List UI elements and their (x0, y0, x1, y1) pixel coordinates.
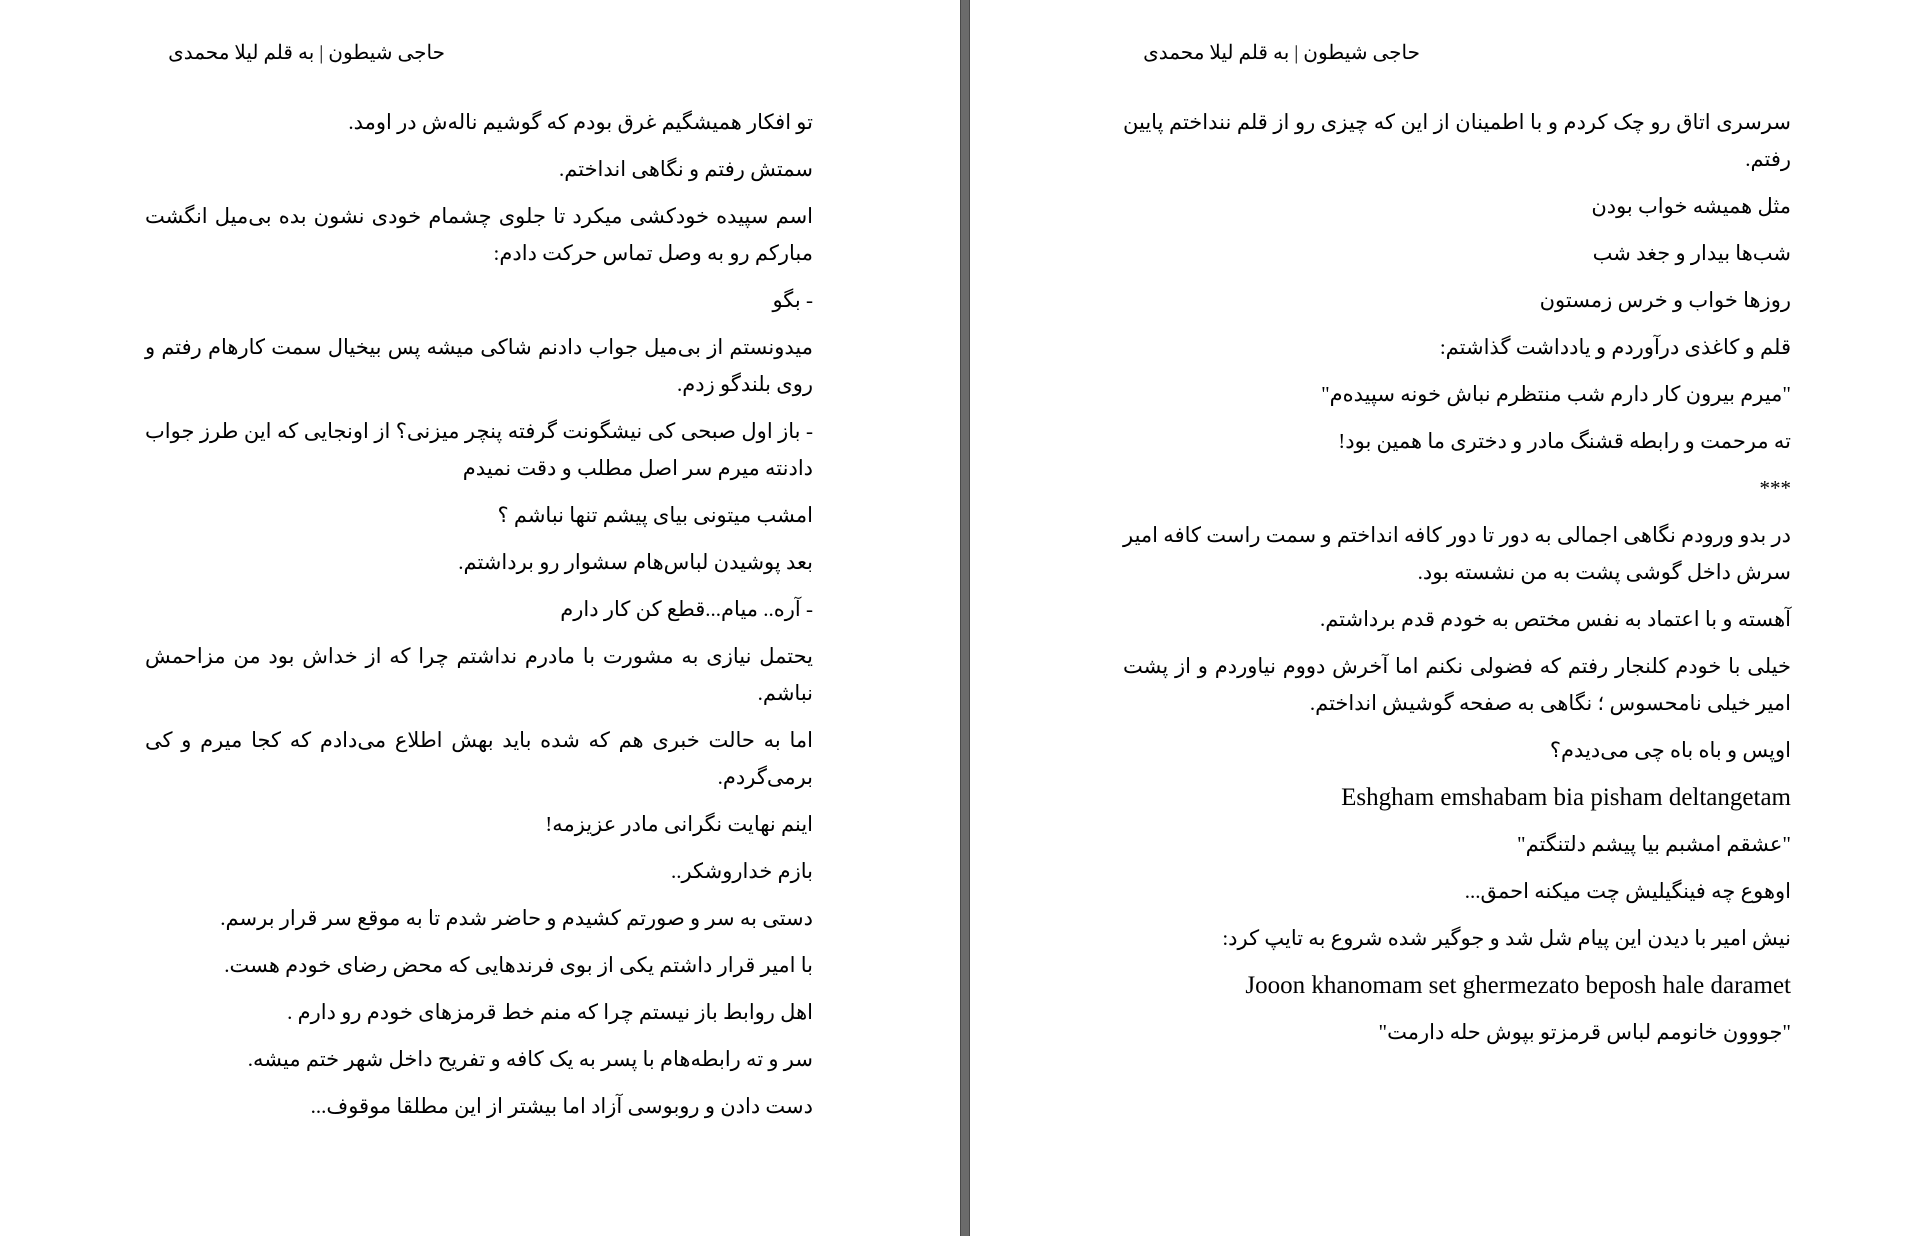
paragraph: اینم نهایت نگرانی مادر عزیزمه! (545, 812, 813, 836)
paragraph: شب‌ها بیدار و جغد شب (1592, 241, 1791, 265)
paragraph: بازم خداروشکر.. (670, 859, 813, 883)
paragraph: دست دادن و روبوسی آزاد اما بیشتر از این مطلقا موقوف... (310, 1094, 813, 1118)
paragraph: - بگو (772, 288, 813, 312)
paragraph: تو افکار همیشگیم غرق بودم که گوشیم نالەش در اومد. (348, 110, 813, 134)
paragraph: بعد پوشیدن لباس‌هام سشوار رو برداشتم. (458, 550, 813, 574)
paragraph: مثل همیشه خواب بودن (1591, 194, 1791, 218)
paragraph: نیش امیر با دیدن این پیام شل شد و جوگیر شده شروع به تایپ کرد: (1222, 926, 1791, 950)
page-header: حاجی شیطون | به قلم لیلا محمدی (168, 42, 445, 64)
paragraph: اسم سپیده خودکشی میکرد تا جلوی چشمام خودی نشون بده بی‌میل انگشت مبارکم رو به وصل تماس حرکت دادم: (145, 204, 813, 265)
paragraph: اما به حالت خبری هم که شده باید بهش اطلاع می‌دادم که کجا میرم و کی برمی‌گردم. (145, 728, 813, 789)
paragraph: دستی به سر و صورتم کشیدم و حاضر شدم تا به موقع سر قرار برسم. (220, 906, 813, 930)
page-body (145, 104, 813, 1135)
paragraph: "عشقم امشبم بیا پیشم دلتنگتم" (1517, 832, 1791, 856)
paragraph: روزها خواب و خرس زمستون (1539, 288, 1791, 312)
paragraph: Jooon khanomam set ghermezato beposh hale daramet (1245, 972, 1791, 999)
paragraph: سمتش رفتم و نگاهی انداختم. (559, 157, 813, 181)
page-body (1123, 104, 1791, 1061)
paragraph: "جووون خانومم لباس قرمزتو بپوش حله دارمت" (1378, 1020, 1791, 1044)
paragraph: امشب میتونی بیای پیشم تنها نباشم ؟ (497, 503, 813, 527)
paragraph: اوهوع چه فینگیلیش چت میکنه احمق... (1464, 879, 1791, 903)
page-divider (960, 0, 970, 1236)
page-left (0, 0, 960, 1236)
paragraph: Eshgham emshabam bia pisham deltangetam (1341, 784, 1791, 811)
paragraph: سر و ته رابطه‌هام با پسر به یک کافه و تفریح داخل شهر ختم میشه. (247, 1047, 813, 1071)
paragraph: اهل روابط باز نیستم چرا که منم خط قرمزهای خودم رو دارم . (287, 1000, 813, 1024)
paragraph: - آره.. میام...قطع کن کار دارم (560, 597, 813, 621)
paragraph: با امیر قرار داشتم یکی از بوی فرندهایی که محض رضای خودم هست. (224, 953, 813, 977)
page-header: حاجی شیطون | به قلم لیلا محمدی (1143, 42, 1420, 64)
paragraph: *** (1759, 476, 1791, 500)
paragraph: قلم و کاغذی درآوردم و یادداشت گذاشتم: (1439, 335, 1791, 359)
paragraph: در بدو ورودم نگاهی اجمالی به دور تا دور کافه انداختم و سمت راست کافه امیر سرش داخل گوشی پشت به من نشسته بود. (1123, 523, 1791, 584)
paragraph: میدونستم از بی‌میل جواب دادنم شاکی میشه پس بیخیال سمت کارهام رفتم و روی بلندگو زدم. (145, 335, 813, 396)
page-right (970, 0, 1921, 1236)
paragraph: یحتمل نیازی به مشورت با مادرم نداشتم چرا که از خداش بود من مزاحمش نباشم. (145, 644, 813, 705)
paragraph: اوپس و باه باه چی می‌دیدم؟ (1549, 738, 1791, 762)
paragraph: "میرم بیرون کار دارم شب منتظرم نباش خونه سپیدەم" (1321, 382, 1791, 406)
paragraph: آهسته و با اعتماد به نفس مختص به خودم قدم برداشتم. (1319, 607, 1791, 631)
paragraph: سرسری اتاق رو چک کردم و با اطمینان از این که چیزی رو از قلم ننداختم پایین رفتم. (1123, 110, 1791, 171)
paragraph: - باز اول صبحی کی نیشگونت گرفته پنچر میزنی؟ از اونجایی که این طرز جواب دادنته میرم سر اصل مطلب و دقت نمیدم (145, 419, 813, 480)
paragraph: ته مرحمت و رابطه قشنگ مادر و دختری ما همین بود! (1338, 429, 1791, 453)
paragraph: خیلی با خودم کلنجار رفتم که فضولی نکنم اما آخرش دووم نیاوردم و از پشت امیر خیلی نامحسوس ؛ نگاهی به صفحه گوشیش انداختم. (1123, 654, 1791, 715)
